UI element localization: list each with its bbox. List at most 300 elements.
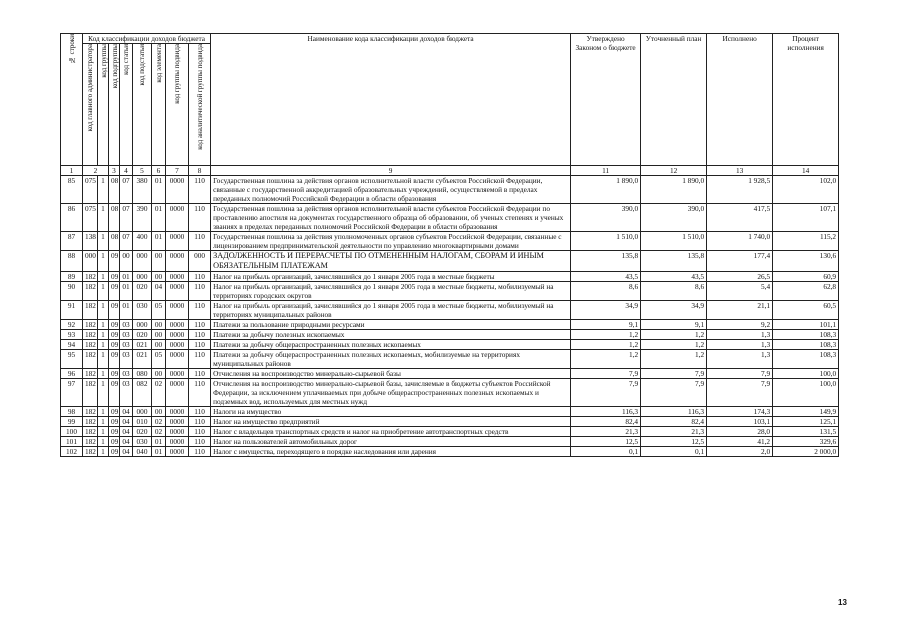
analytic-group-code-cell: 110 [189,340,211,350]
subgroup-code-cell: 09 [109,301,120,320]
revenue-name-cell: Платежи за добычу общераспространенных полезных ископаемых, мобилизуемые на территориях муниципальных районов [211,350,571,369]
execution-percent-cell: 102,0 [773,176,839,204]
row-number-cell: 85 [61,176,83,204]
group-code-cell: 1 [98,437,109,447]
refined-plan-cell: 1 890,0 [641,176,707,204]
element-code-cell: 02 [152,427,166,437]
group-code-cell: 1 [98,379,109,407]
group-code-cell: 1 [98,301,109,320]
subgroup-code-cell: 08 [109,176,120,204]
refined-plan-cell: 43,5 [641,272,707,282]
revenue-name-cell: Платежи за пользование природными ресурсами [211,320,571,330]
executed-amount-cell: 28,0 [707,427,773,437]
execution-percent-cell: 100,0 [773,369,839,379]
subtype-group-code-cell: 0000 [166,417,189,427]
element-code-cell: 00 [152,407,166,417]
element-code-cell: 00 [152,369,166,379]
analytic-group-code-cell: 110 [189,437,211,447]
article-code-cell: 04 [120,447,133,457]
revenue-name-cell: Налог на прибыль организаций, зачислявшийся до 1 января 2005 года в местные бюджеты [211,272,571,282]
subarticle-code-cell: 020 [133,330,152,340]
group-code-cell: 1 [98,204,109,232]
subarticle-code-cell: 000 [133,407,152,417]
table-row [61,272,839,282]
subgroup-code-cell: 09 [109,437,120,447]
analytic-group-code-cell: 110 [189,350,211,369]
table-row [61,417,839,427]
column-number: 4 [120,166,133,176]
execution-percent-cell: 149,9 [773,407,839,417]
table-row [61,427,839,437]
approved-amount-cell: 116,3 [571,407,641,417]
group-code-cell: 1 [98,447,109,457]
column-number: 9 [211,166,571,176]
admin-code-cell: 182 [83,340,98,350]
revenue-name-cell: Налог на имущество предприятий [211,417,571,427]
executed-amount-cell: 21,1 [707,301,773,320]
analytic-group-code-cell: 110 [189,320,211,330]
approved-amount-cell: 1,2 [571,350,641,369]
admin-code-cell: 182 [83,320,98,330]
article-code-cell: 03 [120,369,133,379]
refined-plan-cell: 34,9 [641,301,707,320]
column-number: 11 [571,166,641,176]
admin-code-cell: 182 [83,330,98,340]
revenue-name-cell: Государственная пошлина за действия органов исполнительной власти субъектов Российской Федерации, связанные с государственной аккредитацией образовательных учреждений, осуществляемой в пределах переданных полномочий Российской Федерации в области образования [211,176,571,204]
execution-percent-cell: 100,0 [773,379,839,407]
admin-code-cell: 182 [83,447,98,457]
approved-amount-cell: 390,0 [571,204,641,232]
row-number-cell: 94 [61,340,83,350]
row-number-cell: 91 [61,301,83,320]
revenue-name-cell: Отчисления на воспроизводство минерально-сырьевой базы [211,369,571,379]
approved-amount-cell: 34,9 [571,301,641,320]
executed-amount-cell: 41,2 [707,437,773,447]
execution-percent-cell: 329,6 [773,437,839,447]
element-code-cell: 05 [152,301,166,320]
group-code-cell: 1 [98,282,109,301]
article-code-cell: 00 [120,251,133,272]
executed-amount-cell: 1,3 [707,350,773,369]
row-number-cell: 88 [61,251,83,272]
element-code-cell: 05 [152,350,166,369]
refined-plan-cell: 0,1 [641,447,707,457]
element-code-cell: 01 [152,447,166,457]
subgroup-code-cell: 08 [109,232,120,251]
approved-amount-cell: 9,1 [571,320,641,330]
article-code-cell: 03 [120,330,133,340]
group-code-cell: 1 [98,251,109,272]
analytic-group-code-cell: 110 [189,282,211,301]
refined-plan-cell: 116,3 [641,407,707,417]
subgroup-code-cell: 09 [109,369,120,379]
subtype-group-code-cell: 0000 [166,272,189,282]
subarticle-code-cell: 400 [133,232,152,251]
approved-amount-cell: 1 510,0 [571,232,641,251]
column-number: 14 [773,166,839,176]
subgroup-code-cell: 09 [109,282,120,301]
column-number: 1 [61,166,83,176]
table-row [61,379,839,407]
admin-code-cell: 182 [83,407,98,417]
subarticle-code-cell: 020 [133,427,152,437]
executed-amount-cell: 5,4 [707,282,773,301]
admin-code-cell: 182 [83,272,98,282]
element-code-cell: 00 [152,320,166,330]
column-number: 5 [133,166,152,176]
analytic-group-code-cell: 110 [189,330,211,340]
subgroup-code-cell: 09 [109,417,120,427]
subtype-group-code-cell: 0000 [166,251,189,272]
column-number: 2 [83,166,109,176]
executed-amount-cell: 174,3 [707,407,773,417]
table-row [61,407,839,417]
analytic-group-code-cell: 110 [189,204,211,232]
subtype-group-code-cell: 0000 [166,340,189,350]
subarticle-code-cell: 000 [133,320,152,330]
execution-percent-cell: 60,9 [773,272,839,282]
row-number-cell: 97 [61,379,83,407]
row-number-cell: 100 [61,427,83,437]
table-row [61,301,839,320]
article-code-cell: 04 [120,407,133,417]
row-number-header: № строки [61,34,83,166]
admin-code-cell: 182 [83,379,98,407]
revenue-name-cell: ЗАДОЛЖЕННОСТЬ И ПЕРЕРАСЧЕТЫ ПО ОТМЕНЕННЫМ НАЛОГАМ, СБОРАМ И ИНЫМ ОБЯЗАТЕЛЬНЫМ ПЛАТЕЖАМ [211,251,571,272]
executed-amount-cell: 7,9 [707,379,773,407]
article-code-cell: 04 [120,417,133,427]
subtype-group-code-cell: 0000 [166,282,189,301]
article-code-cell: 01 [120,282,133,301]
subgroup-code-cell: 09 [109,427,120,437]
subarticle-code-cell: 380 [133,176,152,204]
subtype-group-code-cell: 0000 [166,301,189,320]
group-code-cell: 1 [98,232,109,251]
element-code-cell: 01 [152,204,166,232]
execution-percent-cell: 131,5 [773,427,839,437]
revenue-name-cell: Налог на прибыль организаций, зачислявшийся до 1 января 2005 года в местные бюджеты, мобилизуемый на территориях муниципальных районов [211,301,571,320]
element-code-cell: 00 [152,272,166,282]
refined-plan-cell: 12,5 [641,437,707,447]
execution-percent-cell: 115,2 [773,232,839,251]
group-code-cell: 1 [98,272,109,282]
element-code-cell: 01 [152,437,166,447]
revenue-name-cell: Платежи за добычу общераспространенных полезных ископаемых [211,340,571,350]
analytic-group-code-cell: 110 [189,427,211,437]
analytic-group-code-cell: 000 [189,251,211,272]
subtype-group-code-cell: 0000 [166,204,189,232]
admin-code-cell: 182 [83,369,98,379]
name-header: Наименование кода классификации доходов бюджета [211,34,571,166]
approved-amount-cell: 1,2 [571,340,641,350]
column-number: 3 [109,166,120,176]
element-code-cell: 00 [152,340,166,350]
subgroup-code-cell: 09 [109,251,120,272]
element-code-cell: 01 [152,232,166,251]
table-row [61,437,839,447]
subtype-group-code-header: код группы подвида [166,44,189,166]
subarticle-code-header: код подстатьи [133,44,152,166]
execution-percent-cell: 101,1 [773,320,839,330]
executed-amount-cell: 1 740,0 [707,232,773,251]
budget-revenue-table [60,33,839,457]
approved-amount-cell: 82,4 [571,417,641,427]
subarticle-code-cell: 010 [133,417,152,427]
execution-percent-cell: 2 000,0 [773,447,839,457]
admin-code-cell: 075 [83,176,98,204]
row-number-cell: 86 [61,204,83,232]
admin-code-cell: 138 [83,232,98,251]
approved-header: Утверждено Законом о бюджете [571,34,641,166]
element-code-cell: 01 [152,176,166,204]
revenue-name-cell: Платежи за добычу полезных ископаемых [211,330,571,340]
executed-amount-cell: 103,1 [707,417,773,427]
subarticle-code-cell: 021 [133,350,152,369]
subarticle-code-cell: 020 [133,282,152,301]
approved-amount-cell: 135,8 [571,251,641,272]
revenue-name-cell: Налог на пользователей автомобильных дорог [211,437,571,447]
element-code-cell: 04 [152,282,166,301]
subarticle-code-cell: 040 [133,447,152,457]
subarticle-code-cell: 082 [133,379,152,407]
execution-percent-cell: 130,6 [773,251,839,272]
refined-plan-cell: 1 510,0 [641,232,707,251]
approved-amount-cell: 0,1 [571,447,641,457]
execution-percent-cell: 60,5 [773,301,839,320]
refined-plan-cell: 82,4 [641,417,707,427]
admin-code-cell: 182 [83,282,98,301]
article-code-header: код статьи [120,44,133,166]
table-row [61,447,839,457]
admin-code-cell: 000 [83,251,98,272]
group-code-header: код группы [98,44,109,166]
execution-percent-cell: 125,1 [773,417,839,427]
subgroup-code-cell: 09 [109,350,120,369]
refined-plan-cell: 21,3 [641,427,707,437]
row-number-cell: 90 [61,282,83,301]
subtype-group-code-cell: 0000 [166,320,189,330]
subgroup-code-cell: 09 [109,330,120,340]
analytic-group-code-cell: 110 [189,407,211,417]
subarticle-code-cell: 030 [133,301,152,320]
subgroup-code-cell: 09 [109,407,120,417]
executed-amount-cell: 417,5 [707,204,773,232]
table-row [61,232,839,251]
revenue-name-cell: Налоги на имущество [211,407,571,417]
analytic-group-code-cell: 110 [189,417,211,427]
header-group-row [61,34,839,44]
subtype-group-code-cell: 0000 [166,232,189,251]
subarticle-code-cell: 000 [133,272,152,282]
approved-amount-cell: 43,5 [571,272,641,282]
article-code-cell: 07 [120,176,133,204]
refined-plan-cell: 1,2 [641,340,707,350]
subtype-group-code-cell: 0000 [166,369,189,379]
page-number: 13 [838,598,847,607]
subgroup-code-cell: 08 [109,204,120,232]
executed-amount-cell: 26,5 [707,272,773,282]
refined-plan-cell: 7,9 [641,379,707,407]
refined-plan-cell: 1,2 [641,330,707,340]
table-row [61,251,839,272]
analytic-group-code-cell: 110 [189,369,211,379]
revenue-name-cell: Государственная пошлина за действия органов исполнительной власти субъектов Российской Федерации по проставлению апостиля на документах государственного образца об образовании, об ученых степенях и ученых званиях в пределах переданных полномочий Российской Федерации в области образования [211,204,571,232]
subarticle-code-cell: 080 [133,369,152,379]
article-code-cell: 03 [120,320,133,330]
analytic-group-code-cell: 110 [189,379,211,407]
group-code-cell: 1 [98,320,109,330]
refined-plan-cell: 7,9 [641,369,707,379]
article-code-cell: 01 [120,272,133,282]
table-row [61,176,839,204]
subgroup-code-cell: 09 [109,447,120,457]
group-code-cell: 1 [98,340,109,350]
subgroup-code-cell: 09 [109,320,120,330]
analytic-group-code-cell: 110 [189,272,211,282]
execution-percent-cell: 108,3 [773,330,839,340]
row-number-cell: 92 [61,320,83,330]
article-code-cell: 07 [120,204,133,232]
table-row [61,350,839,369]
element-code-header: код элемента [152,44,166,166]
approved-amount-cell: 1 890,0 [571,176,641,204]
revenue-name-cell: Налог на прибыль организаций, зачислявшийся до 1 января 2005 года в местные бюджеты, мобилизуемый на территориях городских округов [211,282,571,301]
admin-code-cell: 182 [83,417,98,427]
refined-plan-cell: 390,0 [641,204,707,232]
row-number-cell: 93 [61,330,83,340]
group-code-cell: 1 [98,369,109,379]
execution-percent-cell: 62,8 [773,282,839,301]
article-code-cell: 07 [120,232,133,251]
subtype-group-code-cell: 0000 [166,379,189,407]
subtype-group-code-cell: 0000 [166,350,189,369]
executed-amount-cell: 177,4 [707,251,773,272]
row-number-cell: 101 [61,437,83,447]
group-code-cell: 1 [98,427,109,437]
column-number-row [61,166,839,176]
group-code-cell: 1 [98,330,109,340]
classification-group-header: Код классификации доходов бюджета [83,34,211,44]
revenue-name-cell: Налог с имущества, переходящего в порядке наследования или дарения [211,447,571,457]
admin-code-header: код главного администратора [83,44,98,166]
executed-amount-cell: 1 928,5 [707,176,773,204]
subtype-group-code-cell: 0000 [166,407,189,417]
subtype-group-code-cell: 0000 [166,427,189,437]
admin-code-cell: 182 [83,427,98,437]
article-code-cell: 03 [120,340,133,350]
group-code-cell: 1 [98,417,109,427]
executed-amount-cell: 7,9 [707,369,773,379]
group-code-cell: 1 [98,176,109,204]
admin-code-cell: 182 [83,437,98,447]
row-number-cell: 87 [61,232,83,251]
execution-percent-cell: 108,3 [773,350,839,369]
element-code-cell: 02 [152,379,166,407]
subarticle-code-cell: 021 [133,340,152,350]
table-row [61,340,839,350]
table-row [61,369,839,379]
refined-plan-cell: 9,1 [641,320,707,330]
analytic-group-code-header: код аналитической группы подвида [189,44,211,166]
executed-amount-cell: 1,3 [707,330,773,340]
subtype-group-code-cell: 0000 [166,330,189,340]
subtype-group-code-cell: 0000 [166,176,189,204]
table-row [61,320,839,330]
table-row [61,330,839,340]
column-number: 7 [166,166,189,176]
admin-code-cell: 182 [83,301,98,320]
admin-code-cell: 075 [83,204,98,232]
article-code-cell: 03 [120,350,133,369]
refined-plan-header: Уточненный план [641,34,707,166]
group-code-cell: 1 [98,407,109,417]
percent-header: Процент исполнения [773,34,839,166]
table-row [61,204,839,232]
refined-plan-cell: 8,6 [641,282,707,301]
column-number: 13 [707,166,773,176]
article-code-cell: 03 [120,379,133,407]
row-number-cell: 96 [61,369,83,379]
approved-amount-cell: 7,9 [571,369,641,379]
executed-amount-cell: 2,0 [707,447,773,457]
article-code-cell: 01 [120,301,133,320]
row-number-cell: 102 [61,447,83,457]
approved-amount-cell: 1,2 [571,330,641,340]
execution-percent-cell: 107,1 [773,204,839,232]
group-code-cell: 1 [98,350,109,369]
revenue-name-cell: Отчисления на воспроизводство минерально-сырьевой базы, зачисляемые в бюджеты субъектов Российской Федерации, за исключением уплачиваемых при добыче общераспространенных полезных ископаемых и подземных вод, используемых для местных нужд [211,379,571,407]
element-code-cell: 00 [152,251,166,272]
subtype-group-code-cell: 0000 [166,437,189,447]
element-code-cell: 00 [152,330,166,340]
revenue-name-cell: Налог с владельцев транспортных средств и налог на приобретение автотранспортных средств [211,427,571,437]
revenue-name-cell: Государственная пошлина за действия уполномоченных органов субъектов Российской Федерации, связанные с лицензированием предпринимательской деятельности по управлению многоквартирными домами [211,232,571,251]
column-number: 12 [641,166,707,176]
executed-amount-cell: 1,3 [707,340,773,350]
analytic-group-code-cell: 110 [189,176,211,204]
subgroup-code-cell: 09 [109,272,120,282]
approved-amount-cell: 8,6 [571,282,641,301]
article-code-cell: 04 [120,427,133,437]
admin-code-cell: 182 [83,350,98,369]
execution-percent-cell: 108,3 [773,340,839,350]
article-code-cell: 04 [120,437,133,447]
approved-amount-cell: 12,5 [571,437,641,447]
element-code-cell: 02 [152,417,166,427]
column-number: 6 [152,166,166,176]
approved-amount-cell: 7,9 [571,379,641,407]
refined-plan-cell: 135,8 [641,251,707,272]
row-number-cell: 89 [61,272,83,282]
subgroup-code-header: код подгруппы [109,44,120,166]
refined-plan-cell: 1,2 [641,350,707,369]
subarticle-code-cell: 030 [133,437,152,447]
analytic-group-code-cell: 110 [189,232,211,251]
executed-amount-cell: 9,2 [707,320,773,330]
subgroup-code-cell: 09 [109,340,120,350]
column-number: 8 [189,166,211,176]
table-row [61,282,839,301]
row-number-cell: 98 [61,407,83,417]
subarticle-code-cell: 000 [133,251,152,272]
subtype-group-code-cell: 0000 [166,447,189,457]
analytic-group-code-cell: 110 [189,301,211,320]
row-number-cell: 99 [61,417,83,427]
approved-amount-cell: 21,3 [571,427,641,437]
subgroup-code-cell: 09 [109,379,120,407]
executed-header: Исполнено [707,34,773,166]
row-number-cell: 95 [61,350,83,369]
